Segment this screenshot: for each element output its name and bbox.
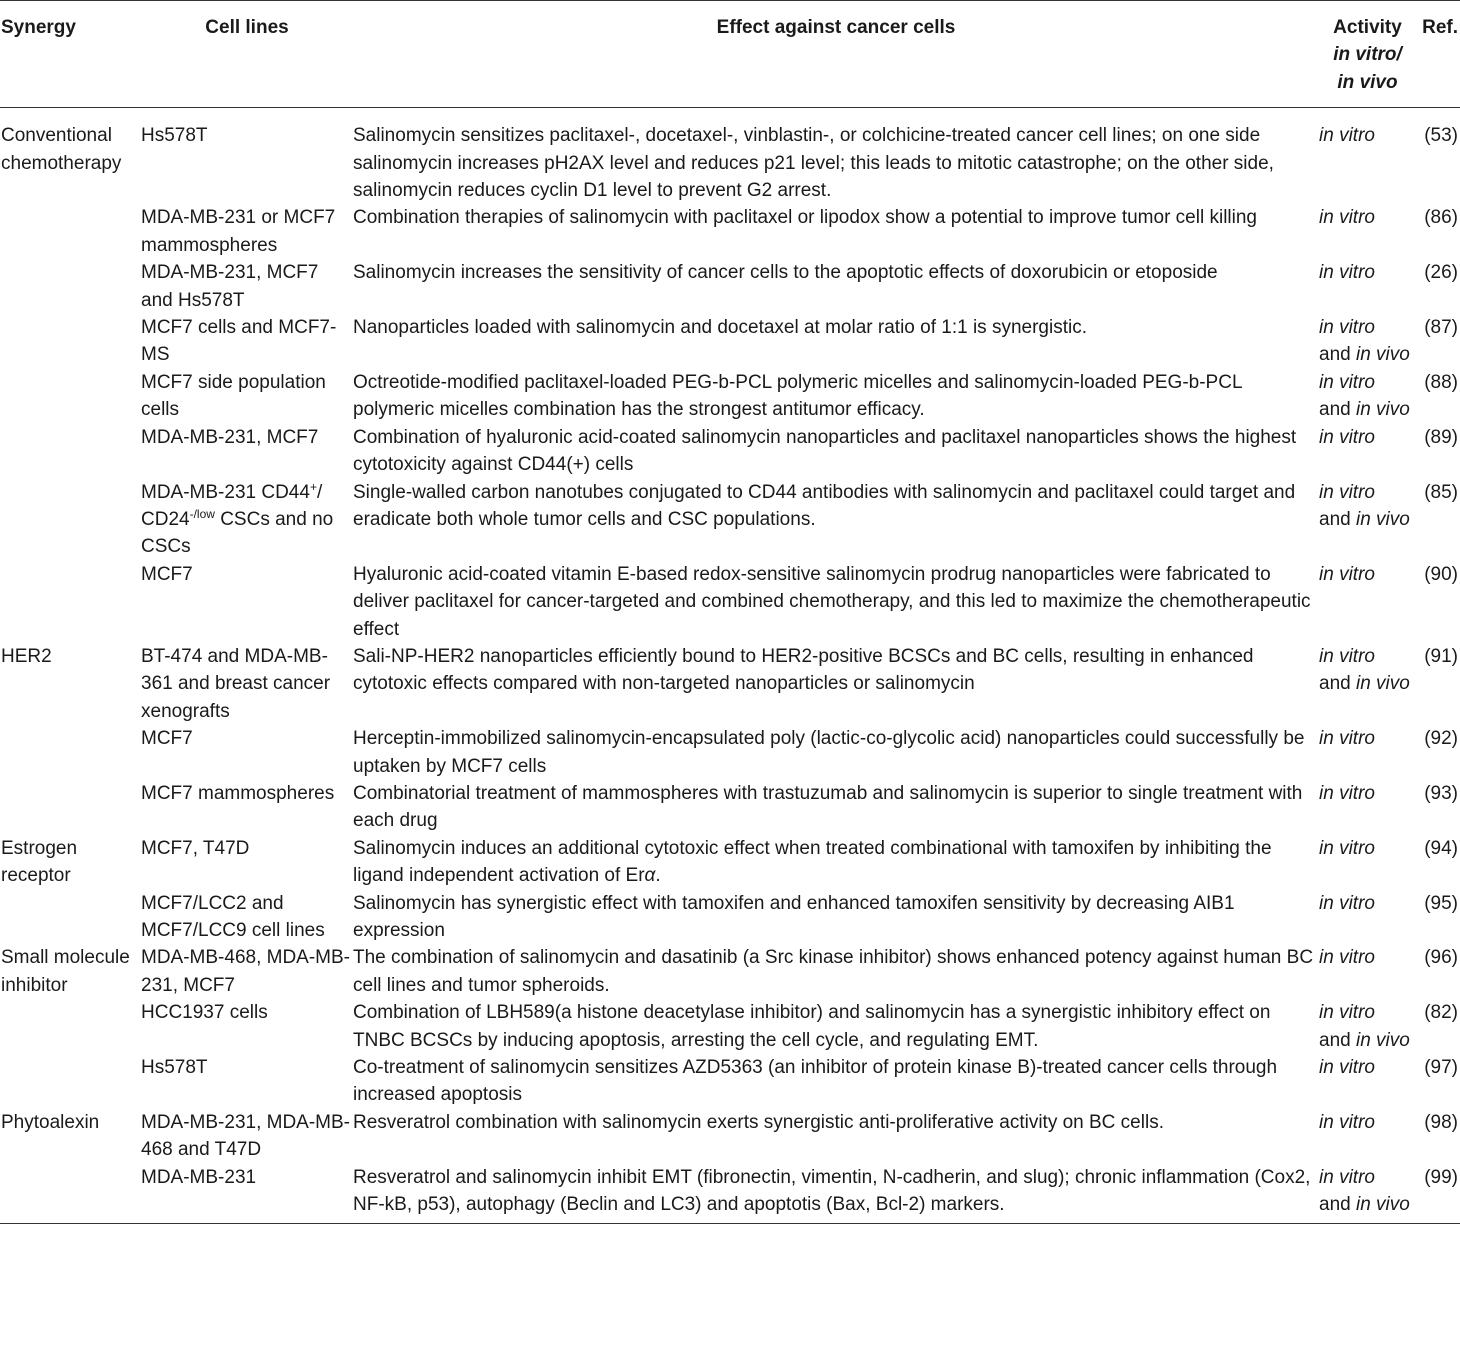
ref-cell: (53) [1424, 125, 1458, 147]
table-row [0, 1164, 1460, 1224]
synergy-cell: HER2 [1, 645, 52, 667]
ref-cell: (85) [1424, 481, 1458, 503]
superscript-low: -/low [189, 506, 215, 521]
activity-vitro: in vitro [1319, 563, 1375, 585]
effect-cell [353, 835, 1319, 890]
effect-cell: Nanoparticles loaded with salinomycin and docetaxel at molar ratio of 1:1 is synergistic. [353, 317, 1087, 339]
synergy-cell [0, 314, 141, 369]
table-row [0, 561, 1460, 643]
effect-text-end: . [655, 865, 661, 887]
effect-cell: Co-treatment of salinomycin sensitizes AZD5363 (an inhibitor of protein kinase B)-treated cancer cells through increased apoptosis [353, 1057, 1278, 1106]
activity-cell [1319, 424, 1416, 479]
ref-cell: (82) [1424, 1002, 1458, 1024]
activity-cell [1319, 999, 1416, 1054]
activity-and: and [1319, 1029, 1351, 1051]
header-activity-vitro: in vitro/ [1333, 44, 1402, 66]
header-activity-title: Activity [1333, 17, 1402, 38]
table-header [0, 1, 1460, 108]
ref-cell: (91) [1424, 645, 1458, 667]
activity-vitro: in vitro [1319, 481, 1375, 503]
table-row [0, 314, 1460, 369]
activity-vitro: in vitro [1319, 947, 1375, 969]
table-row [0, 1109, 1460, 1164]
cell-lines-cell: MDA-MB-231, MCF7 [141, 426, 319, 448]
ref-cell: (90) [1424, 563, 1458, 585]
effect-cell: Hyaluronic acid-coated vitamin E-based redox-sensitive salinomycin prodrug nanoparticles were fabricated to deliver paclitaxel for cancer-targeted and combined chemotherapy, and this led to maximize the chemotherapeutic effect [353, 563, 1311, 640]
table-row [0, 890, 1460, 945]
table-row [0, 479, 1460, 561]
cell-lines-cell: MCF7 side population cells [141, 371, 326, 421]
header-ref: Ref. [1416, 1, 1460, 108]
table-row [0, 835, 1460, 890]
effect-text: Salinomycin induces an additional cytotoxic effect when treated combinational with tamoxifen by inhibiting the ligand independent activation of Er [353, 837, 1272, 887]
activity-and: and [1319, 344, 1351, 366]
synergy-cell: Small molecule inhibitor [1, 947, 130, 996]
table-row [0, 944, 1460, 999]
effect-cell: Octreotide-modified paclitaxel-loaded PEG-b-PCL polymeric micelles and salinomycin-loaded PEG-b-PCL polymeric micelles combination has the strongest antitumor efficacy. [353, 371, 1242, 421]
activity-cell [1319, 259, 1416, 314]
activity-cell [1319, 643, 1416, 725]
cell-lines-cell: BT-474 and MDA-MB-361 and breast cancer xenografts [141, 645, 331, 722]
cell-lines-cell: MCF7 cells and MCF7-MS [141, 317, 337, 366]
table-row [0, 780, 1460, 835]
ref-cell: (99) [1416, 1164, 1460, 1224]
activity-vitro: in vitro [1319, 426, 1375, 448]
table-row [0, 204, 1460, 259]
synergy-cell [0, 259, 141, 314]
cell-lines-cell: MDA-MB-231, MCF7 and Hs578T [141, 262, 319, 311]
cell-lines-part: CSCs and no CSCs [141, 508, 334, 558]
activity-cell [1319, 725, 1416, 780]
header-cell-lines: Cell lines [141, 1, 353, 108]
cell-lines-cell: MCF7 [141, 728, 193, 750]
header-effect: Effect against cancer cells [353, 1, 1319, 108]
activity-vitro: in vitro [1319, 1002, 1375, 1024]
table-row [0, 369, 1460, 424]
activity-and: and [1319, 1194, 1351, 1216]
activity-vitro: in vitro [1319, 125, 1375, 147]
synergy-cell [0, 1164, 141, 1224]
table-body [0, 108, 1460, 1224]
table-row [0, 999, 1460, 1054]
activity-cell [1319, 369, 1416, 424]
activity-cell [1319, 944, 1416, 999]
cell-lines-part: MDA-MB-231 CD44 [141, 481, 310, 503]
activity-vitro: in vitro [1319, 728, 1375, 750]
activity-vitro: in vitro [1319, 837, 1375, 859]
activity-vitro: in vitro [1319, 371, 1375, 393]
activity-cell [1319, 314, 1416, 369]
cell-lines-cell: Hs578T [141, 125, 208, 147]
cell-lines-cell: MCF7 [141, 563, 193, 585]
table-row [0, 643, 1460, 725]
synergy-cell [0, 780, 141, 835]
ref-cell: (94) [1424, 837, 1458, 859]
effect-cell: Herceptin-immobilized salinomycin-encapsulated poly (lactic-co-glycolic acid) nanoparticles could successfully be uptaken by MCF7 cells [353, 728, 1305, 777]
activity-vivo: in vivo [1355, 399, 1410, 421]
synergy-cell [0, 479, 141, 561]
ref-cell: (96) [1424, 947, 1458, 969]
activity-and: and [1319, 673, 1351, 695]
activity-vitro: in vitro [1319, 1111, 1375, 1133]
cell-lines-cell: Hs578T [141, 1057, 208, 1079]
ref-cell: (88) [1424, 371, 1458, 393]
cell-lines-cell: MCF7, T47D [141, 837, 250, 859]
effect-cell: Combination of hyaluronic acid-coated salinomycin nanoparticles and paclitaxel nanoparticles shows the highest cytotoxicity against CD44(+) cells [353, 426, 1297, 476]
activity-vitro: in vitro [1319, 645, 1375, 667]
cell-lines-cell: MDA-MB-231 or MCF7 mammospheres [141, 207, 336, 256]
effect-cell: Sali-NP-HER2 nanoparticles efficiently bound to HER2-positive BCSCs and BC cells, resulting in enhanced cytotoxic effects compared with non-targeted nanoparticles or salinomycin [353, 645, 1254, 695]
header-synergy: Synergy [0, 1, 141, 108]
ref-cell: (87) [1424, 317, 1458, 339]
cell-lines-part: / CD24 [141, 481, 323, 530]
effect-cell: Combinatorial treatment of mammospheres with trastuzumab and salinomycin is superior to single treatment with each drug [353, 782, 1303, 832]
cell-lines-cell: MDA-MB-231 [141, 1164, 353, 1224]
synergy-cell [0, 890, 141, 945]
activity-and: and [1319, 399, 1351, 421]
ref-cell: (26) [1424, 262, 1458, 284]
header-activity-vivo: in vivo [1337, 71, 1398, 93]
activity-vitro: in vitro [1319, 892, 1375, 914]
activity-vitro: in vitro [1319, 1166, 1375, 1188]
effect-cell: Salinomycin has synergistic effect with tamoxifen and enhanced tamoxifen sensitivity by decreasing AIB1 expression [353, 892, 1235, 941]
effect-cell: Salinomycin increases the sensitivity of cancer cells to the apoptotic effects of doxorubicin or etoposide [353, 262, 1218, 284]
ref-cell: (92) [1424, 728, 1458, 750]
effect-cell: Combination of LBH589(a histone deacetylase inhibitor) and salinomycin has a synergistic inhibitory effect on TNBC BCSCs by inducing apoptosis, arresting the cell cycle, and regulating EMT. [353, 1002, 1271, 1051]
activity-cell [1319, 1164, 1416, 1224]
effect-cell: Combination therapies of salinomycin with paclitaxel or lipodox show a potential to improve tumor cell killing [353, 207, 1257, 229]
activity-and: and [1319, 508, 1351, 530]
activity-vitro: in vitro [1319, 1057, 1375, 1079]
synergy-cell [0, 999, 141, 1054]
cell-lines-cell: MDA-MB-468, MDA-MB-231, MCF7 [141, 947, 351, 996]
synergy-cell: Conventional chemotherapy [1, 125, 122, 174]
ref-cell: (86) [1424, 207, 1458, 229]
synergy-cell [0, 1054, 141, 1109]
activity-vitro: in vitro [1319, 262, 1375, 284]
cell-lines-cell [141, 479, 353, 561]
alpha-symbol: α [644, 865, 656, 887]
synergy-cell [0, 725, 141, 780]
activity-vivo: in vivo [1355, 344, 1410, 366]
activity-cell [1319, 1109, 1416, 1164]
activity-vitro: in vitro [1319, 317, 1375, 339]
synergy-cell [0, 561, 141, 643]
activity-vivo: in vivo [1355, 1029, 1410, 1051]
activity-cell [1319, 561, 1416, 643]
ref-cell: (97) [1424, 1057, 1458, 1079]
activity-cell [1319, 204, 1416, 259]
activity-vivo: in vivo [1355, 508, 1410, 530]
ref-cell: (93) [1424, 782, 1458, 804]
cell-lines-cell: MDA-MB-231, MDA-MB-468 and T47D [141, 1111, 351, 1161]
table-row [0, 108, 1460, 205]
effect-cell: Resveratrol combination with salinomycin exerts synergistic anti-proliferative activity on BC cells. [353, 1111, 1164, 1133]
superscript-plus: + [309, 479, 317, 494]
activity-cell [1319, 890, 1416, 945]
synergy-cell [0, 369, 141, 424]
synergy-cell: Phytoalexin [1, 1111, 100, 1133]
header-row [0, 1, 1460, 108]
table-row [0, 725, 1460, 780]
effect-cell: Resveratrol and salinomycin inhibit EMT (fibronectin, vimentin, N-cadherin, and slug); chronic inflammation (Cox2, NF-kB, p53), autophagy (Beclin and LC3) and apoptotis (Bax, Bcl-2) markers. [353, 1164, 1319, 1224]
table-row [0, 1054, 1460, 1109]
synergy-cell [0, 424, 141, 479]
activity-vivo: in vivo [1355, 1194, 1410, 1216]
activity-cell [1319, 835, 1416, 890]
cell-lines-cell: HCC1937 cells [141, 1002, 268, 1024]
effect-cell: Salinomycin sensitizes paclitaxel-, docetaxel-, vinblastin-, or colchicine-treated cancer cell lines; on one side salinomycin increases pH2AX level and reduces p21 level; this leads to mitotic catastrophe; on the other side, salinomycin reduces cyclin D1 level to prevent G2 arrest. [353, 125, 1274, 202]
activity-cell [1319, 780, 1416, 835]
activity-vitro: in vitro [1319, 782, 1375, 804]
cell-lines-cell: MCF7/LCC2 and MCF7/LCC9 cell lines [141, 892, 325, 941]
table-row [0, 259, 1460, 314]
ref-cell: (89) [1424, 426, 1458, 448]
cell-lines-cell: MCF7 mammospheres [141, 782, 335, 804]
ref-cell: (95) [1424, 892, 1458, 914]
activity-cell [1319, 1054, 1416, 1109]
header-activity [1319, 1, 1416, 108]
activity-cell [1319, 108, 1416, 205]
activity-vitro: in vitro [1319, 207, 1375, 229]
table-row [0, 424, 1460, 479]
activity-vivo: in vivo [1355, 673, 1410, 695]
synergy-cell: Estrogen receptor [1, 837, 78, 887]
ref-cell: (98) [1424, 1111, 1458, 1133]
effect-cell: Single-walled carbon nanotubes conjugated to CD44 antibodies with salinomycin and paclitaxel could target and eradicate both whole tumor cells and CSC populations. [353, 481, 1296, 530]
effect-cell: The combination of salinomycin and dasatinib (a Src kinase inhibitor) shows enhanced potency against human BC cell lines and tumor spheroids. [353, 947, 1314, 996]
synergy-cell [0, 204, 141, 259]
activity-cell [1319, 479, 1416, 561]
